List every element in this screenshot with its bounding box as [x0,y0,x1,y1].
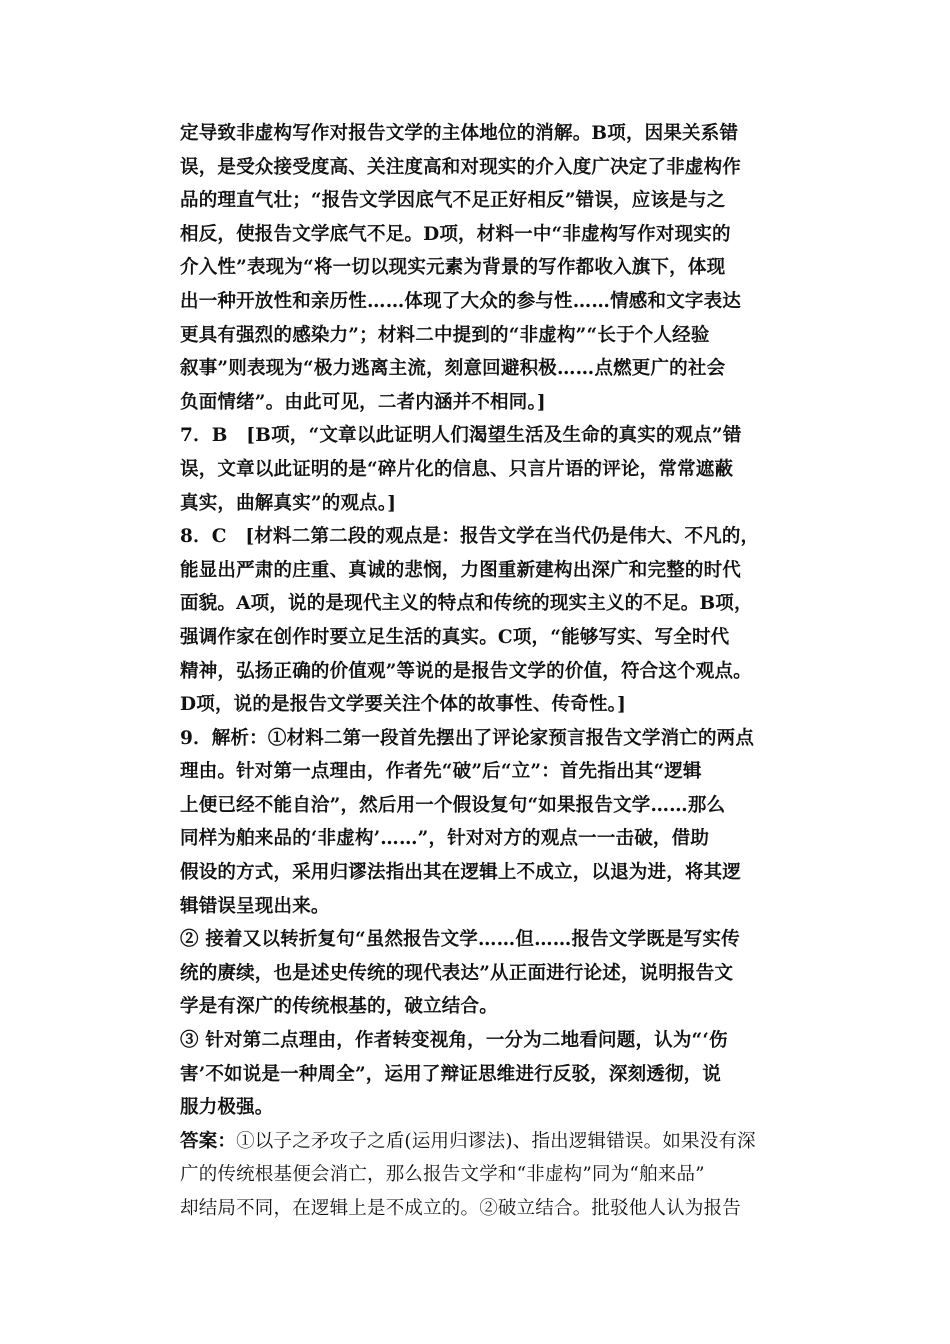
text-line: 服力极强。 [180,1097,274,1119]
question-9-line: 9．解析：①材料二第一段首先摆出了评论家预言报告文学消亡的两点 [180,727,755,749]
answer-line: 广的传统根基便会消亡，那么报告文学和“非虚构”同为“舶来品” [180,1164,705,1186]
answer-line: 却结局不同，在逻辑上是不成立的。②破立结合。批驳他人认为报告 [180,1198,742,1219]
text-line: 同样为舶来品的‘非虚构’……”，针对对方的观点一一击破，借助 [180,828,710,850]
text-line: 叙事”则表现为“极力逃离主流，刻意回避积极……点燃更广的社会 [180,358,726,380]
text-line: 辑错误呈现出来。 [180,895,330,917]
text-line: ③ 针对第二点理由，作者转变视角，一分为二地看问题，认为“‘伤 [180,1030,728,1052]
answer-line [180,1125,785,1159]
text-line: 统的赓续，也是述史传统的现代表达”从正面进行论述，说明报告文 [180,962,734,984]
question-8-line: 8．C [材料二第二段的观点是：报告文学在当代仍是伟大、不凡的， [180,526,760,548]
text-line: 能显出严肃的庄重、真诚的悲悯，力图重新建构出深广和完整的时代 [180,559,742,581]
text-line: 品的理直气壮；“报告文学因底气不足正好相反”错误，应该是与之 [180,190,726,212]
answer-label: 答案： [180,1130,237,1152]
text-line: 面貌。A项，说的是现代主义的特点和传统的现实主义的不足。B项， [180,593,753,615]
text-line: 相反，使报告文学底气不足。D项，材料一中“非虚构写作对现实的 [180,223,731,245]
text-line: 学是有深广的传统根基的，破立结合。 [180,996,498,1018]
text-line: 误，是受众接受度高、关注度高和对现实的介入度广决定了非虚构作 [180,156,742,178]
question-7-line: 7．B [B项，“文章以此证明人们渴望生活及生命的真实的观点”错 [180,425,742,447]
text-line: 介入性”表现为“将一切以现实元素为背景的写作都收入旗下，体现 [180,257,726,279]
text-line: 真实，曲解真实”的观点。] [180,492,397,514]
text-line: 负面情绪”。由此可见，二者内涵并不相同。] [180,391,546,413]
text-line: 强调作家在创作时要立足生活的真实。C项，“能够写实、写全时代 [180,626,730,648]
answer-text: ①以子之矛攻子之盾(运用归谬法)、指出逻辑错误。如果没有深 [236,1130,756,1152]
text-line: 更具有强烈的感染力”；材料二中提到的“非虚构”“长于个人经验 [180,324,710,346]
text-line: ② 接着又以转折复句“虽然报告文学……但……报告文学既是写实传 [180,929,740,951]
text-line: 出一种开放性和亲历性……体现了大众的参与性……情感和文字表达 [180,290,742,312]
text-line: 精神，弘扬正确的价值观”等说的是报告文学的价值，符合这个观点。 [180,660,752,682]
text-line: 上便已经不能自洽”，然后用一个假设复句“如果报告文学……那么 [180,794,726,816]
document-body [180,117,785,1226]
text-line: 定导致非虚构写作对报告文学的主体地位的消解。B项，因果关系错 [180,123,739,144]
text-line: 理由。针对第一点理由，作者先“破”后“立”：首先指出其“逻辑 [180,761,702,783]
text-line: 害’不如说是一种周全”，运用了辩证思维进行反驳，深刻透彻，说 [180,1063,722,1085]
text-line: 假设的方式，采用归谬法指出其在逻辑上不成立，以退为进，将其逻 [180,862,742,884]
text-line: 误，文章以此证明的是“碎片化的信息、只言片语的评论，常常遮蔽 [180,458,734,480]
text-line: D项，说的是报告文学要关注个体的故事性、传奇性。] [180,694,627,716]
